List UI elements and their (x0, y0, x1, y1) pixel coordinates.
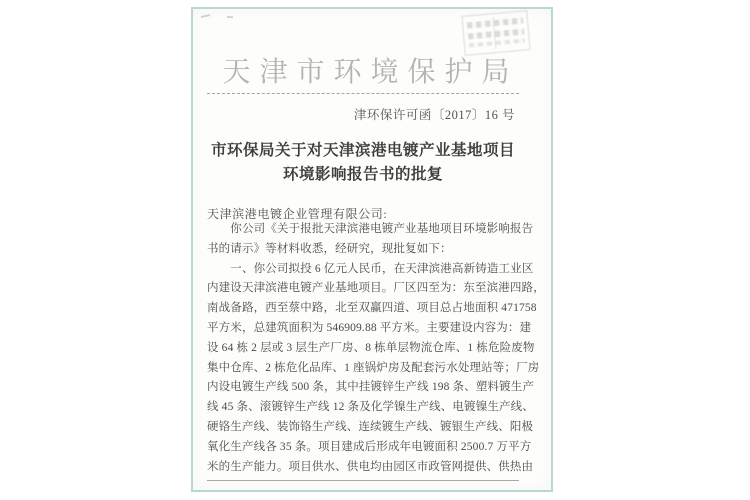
document-title (207, 139, 519, 187)
body-line: 一、你公司拟投 6 亿元人民币，在天津滨港高新铸造工业区 (207, 262, 534, 275)
body-line: 内建设天津滨港电镀产业基地项目。厂区四至为：东至滨港四路， (207, 282, 545, 295)
body-line: 米的生产能力。项目供水、供电均由园区市政管网提供、供热由 (207, 460, 534, 473)
header-divider (207, 93, 519, 94)
footer-divider (207, 480, 519, 481)
body-line: 南战备路，西至蔡中路，北至双赢四道、项目总占地面积 471758 (207, 302, 537, 315)
body-line: 集中仓库、2 栋危化品库、1 座锅炉房及配套污水处理站等；厂房 (207, 361, 540, 374)
body-line: 书的请示》等材料收悉，经研究，现批复如下： (207, 242, 452, 255)
document-number: 津环保许可函〔2017〕16 号 (353, 108, 515, 122)
faint-rectangular-stamp-icon (461, 10, 530, 56)
pencil-marks-icon (201, 13, 247, 21)
document-title-line2: 环境影响报告书的批复 (282, 166, 443, 183)
body-line: 你公司《关于报批天津滨港电镀产业基地项目环境影响报告 (207, 223, 534, 235)
body-line: 设 64 栋 2 层或 3 层生产厂房、8 栋单层物流仓库、1 栋危险废物 (207, 341, 535, 354)
body-line: 氧化生产线各 35 条。项目建成后形成年电镀面积 2500.7 万平方 (207, 440, 532, 453)
body-line: 硬铬生产线、装饰铬生产线、连续镀生产线、镀银生产线、阳极 (207, 420, 534, 433)
document-page (191, 7, 553, 492)
document-body (207, 220, 545, 477)
body-line: 平方米，总建筑面积为 546909.88 平方米。主要建设内容为：建 (207, 321, 532, 334)
document-title-line1: 市环保局关于对天津滨港电镀产业基地项目 (210, 142, 515, 159)
addressee: 天津滨港电镀企业管理有限公司: (207, 207, 388, 221)
body-line: 内设电镀生产线 500 条，其中挂镀锌生产线 198 条、塑料镀生产 (207, 381, 535, 394)
issuing-authority-header: 天津市环境保护局 (222, 57, 519, 88)
body-line: 线 45 条、滚镀锌生产线 12 条及化学镍生产线、电镀镍生产线、 (207, 401, 534, 414)
